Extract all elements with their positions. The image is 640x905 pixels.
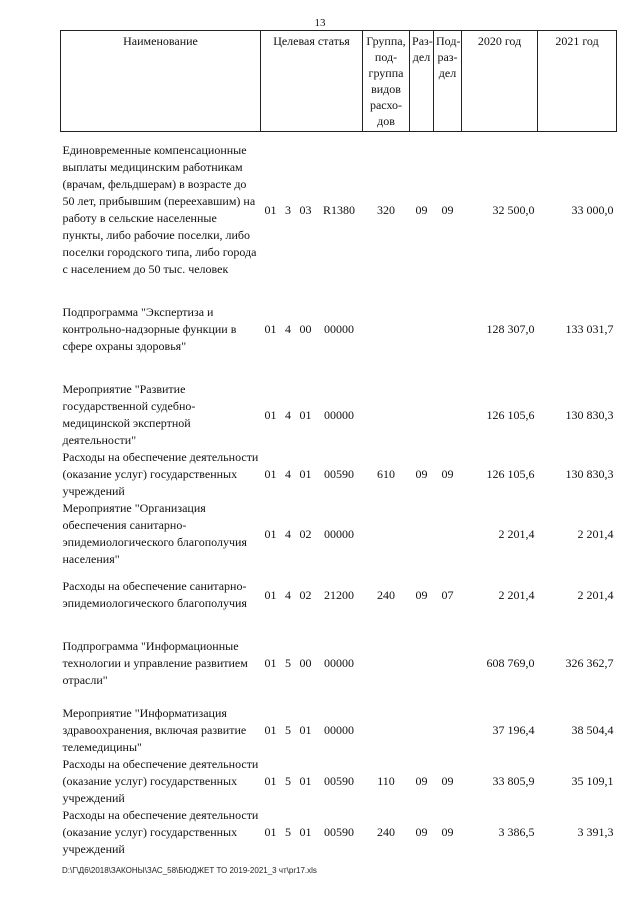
amount-2020: 33 805,9 bbox=[492, 774, 535, 788]
subsection-code: 09 bbox=[441, 774, 454, 788]
table-row bbox=[61, 500, 617, 568]
table-row bbox=[61, 304, 617, 355]
target-program: 01 bbox=[264, 723, 277, 737]
target-direction: 00000 bbox=[324, 723, 354, 737]
target-program: 01 bbox=[264, 825, 277, 839]
target-event: 00 bbox=[299, 656, 312, 670]
subsection-code bbox=[434, 304, 462, 355]
header-2021: 2021 год bbox=[538, 31, 617, 132]
page-number: 13 bbox=[314, 17, 326, 29]
target-direction: 00000 bbox=[324, 407, 354, 422]
subsection-code: 07 bbox=[441, 587, 454, 602]
row-spacer bbox=[61, 278, 617, 304]
header-row bbox=[61, 31, 617, 132]
target-event: 01 bbox=[299, 467, 312, 481]
section-code: 09 bbox=[415, 587, 428, 602]
section-code bbox=[410, 304, 434, 355]
section-code: 09 bbox=[415, 467, 428, 481]
target-subprogram: 4 bbox=[285, 526, 291, 541]
row-spacer bbox=[61, 689, 617, 705]
section-code bbox=[410, 500, 434, 568]
expense-group: 240 bbox=[377, 825, 396, 839]
row-name: Расходы на обеспечение деятельности (оказание услуг) государственных учреждений bbox=[62, 808, 259, 856]
amount-2021: 130 830,3 bbox=[565, 407, 614, 422]
footer-file-path: D:\Г\Д6\2018\ЗАКОНЫ\ЗАС_58\БЮДЖЕТ ТО 2019-2021_3 чт\pr17.xls bbox=[62, 866, 317, 875]
amount-2020: 128 307,0 bbox=[486, 322, 535, 336]
target-program: 01 bbox=[264, 322, 277, 336]
amount-2020: 126 105,6 bbox=[486, 407, 535, 422]
header-subsection: Под-раз-дел bbox=[434, 31, 462, 132]
row-name: Расходы на обеспечение деятельности (оказание услуг) государственных учреждений bbox=[62, 450, 259, 498]
amount-2021: 38 504,4 bbox=[571, 723, 614, 737]
table-row bbox=[61, 756, 617, 807]
amount-2021: 130 830,3 bbox=[565, 467, 614, 481]
row-name: Подпрограмма "Экспертиза и контрольно-надзорные функции в сфере охраны здоровья" bbox=[62, 305, 237, 353]
header-name: Наименование bbox=[61, 31, 261, 132]
row-spacer bbox=[61, 132, 617, 143]
target-subprogram: 5 bbox=[285, 774, 291, 788]
amount-2021: 33 000,0 bbox=[571, 202, 614, 217]
section-code bbox=[410, 381, 434, 449]
header-section: Раз-дел bbox=[410, 31, 434, 132]
subsection-code bbox=[434, 705, 462, 756]
header-target: Целевая статья bbox=[261, 31, 363, 132]
table-row bbox=[61, 807, 617, 858]
expense-group bbox=[363, 500, 410, 568]
expense-group: 240 bbox=[377, 587, 396, 602]
amount-2021: 3 391,3 bbox=[577, 825, 614, 839]
target-event: 03 bbox=[299, 202, 312, 217]
target-event: 01 bbox=[299, 774, 312, 788]
amount-2020: 2 201,4 bbox=[498, 526, 535, 541]
expense-group bbox=[363, 381, 410, 449]
target-direction: 00590 bbox=[324, 774, 354, 788]
target-direction: 00590 bbox=[324, 467, 354, 481]
subsection-code: 09 bbox=[441, 202, 454, 217]
target-direction: R1380 bbox=[323, 202, 356, 217]
target-subprogram: 4 bbox=[285, 407, 291, 422]
target-program: 01 bbox=[264, 587, 277, 602]
target-event: 01 bbox=[299, 407, 312, 422]
subsection-code bbox=[434, 381, 462, 449]
target-subprogram: 4 bbox=[285, 587, 291, 602]
section-code bbox=[410, 705, 434, 756]
subsection-code: 09 bbox=[441, 825, 454, 839]
expense-group: 610 bbox=[377, 467, 396, 481]
expense-group bbox=[363, 705, 410, 756]
amount-2020: 37 196,4 bbox=[492, 723, 535, 737]
amount-2020: 3 386,5 bbox=[498, 825, 535, 839]
target-direction: 00000 bbox=[324, 656, 354, 670]
budget-table bbox=[60, 30, 617, 858]
header-group: Группа, под-группа видов расхо-дов bbox=[363, 31, 410, 132]
row-name: Мероприятие "Организация обеспечения санитарно-эпидемиологического благополучия населения" bbox=[62, 501, 247, 566]
amount-2020: 608 769,0 bbox=[486, 656, 535, 670]
target-subprogram: 3 bbox=[285, 202, 291, 217]
target-program: 01 bbox=[264, 526, 277, 541]
expense-group: 320 bbox=[377, 202, 396, 217]
section-code: 09 bbox=[415, 774, 428, 788]
target-direction: 00590 bbox=[324, 825, 354, 839]
target-direction: 00000 bbox=[324, 322, 354, 336]
section-code: 09 bbox=[415, 202, 428, 217]
table-row bbox=[61, 142, 617, 278]
target-subprogram: 4 bbox=[285, 467, 291, 481]
row-spacer bbox=[61, 612, 617, 638]
table-row bbox=[61, 638, 617, 689]
target-subprogram: 4 bbox=[285, 322, 291, 336]
expense-group: 110 bbox=[377, 774, 395, 788]
expense-group bbox=[363, 638, 410, 689]
target-program: 01 bbox=[264, 407, 277, 422]
target-subprogram: 5 bbox=[285, 656, 291, 670]
table-row bbox=[61, 449, 617, 500]
amount-2020: 126 105,6 bbox=[486, 467, 535, 481]
target-direction: 00000 bbox=[324, 526, 354, 541]
amount-2021: 133 031,7 bbox=[565, 322, 614, 336]
target-program: 01 bbox=[264, 202, 277, 217]
amount-2021: 2 201,4 bbox=[577, 587, 614, 602]
target-subprogram: 5 bbox=[285, 825, 291, 839]
section-code bbox=[410, 638, 434, 689]
row-spacer bbox=[61, 355, 617, 381]
amount-2021: 2 201,4 bbox=[577, 526, 614, 541]
header-2020: 2020 год bbox=[462, 31, 538, 132]
target-event: 01 bbox=[299, 825, 312, 839]
target-subprogram: 5 bbox=[285, 723, 291, 737]
target-program: 01 bbox=[264, 774, 277, 788]
section-code: 09 bbox=[415, 825, 428, 839]
target-event: 00 bbox=[299, 322, 312, 336]
row-name: Подпрограмма "Информационные технологии и управление развитием отрасли" bbox=[62, 639, 248, 687]
target-program: 01 bbox=[264, 656, 277, 670]
subsection-code: 09 bbox=[441, 467, 454, 481]
target-event: 02 bbox=[299, 587, 312, 602]
table-row bbox=[61, 578, 617, 612]
subsection-code bbox=[434, 500, 462, 568]
target-direction: 21200 bbox=[324, 587, 354, 602]
table-row bbox=[61, 705, 617, 756]
row-name: Единовременные компенсационные выплаты медицинским работникам (врачам, фельдшерам) в возрасте до 50 лет, прибывшим (переехавшим) на работу в сельские населенные пункты, либо рабочие поселки, либо поселки городского типа, либо города с населением до 50 тыс. человек bbox=[62, 143, 257, 276]
row-name: Расходы на обеспечение санитарно-эпидемиологического благополучия bbox=[62, 579, 247, 610]
row-name: Мероприятие "Развитие государственной судебно-медицинской экспертной деятельности" bbox=[62, 382, 196, 447]
target-event: 01 bbox=[299, 723, 312, 737]
row-spacer bbox=[61, 568, 617, 578]
target-program: 01 bbox=[264, 467, 277, 481]
amount-2021: 326 362,7 bbox=[565, 656, 614, 670]
row-name: Мероприятие "Информатизация здравоохранения, включая развитие телемедицины" bbox=[62, 706, 247, 754]
row-name: Расходы на обеспечение деятельности (оказание услуг) государственных учреждений bbox=[62, 757, 259, 805]
amount-2021: 35 109,1 bbox=[571, 774, 614, 788]
target-event: 02 bbox=[299, 526, 312, 541]
subsection-code bbox=[434, 638, 462, 689]
table-row bbox=[61, 381, 617, 449]
expense-group bbox=[363, 304, 410, 355]
amount-2020: 2 201,4 bbox=[498, 587, 535, 602]
amount-2020: 32 500,0 bbox=[492, 202, 535, 217]
